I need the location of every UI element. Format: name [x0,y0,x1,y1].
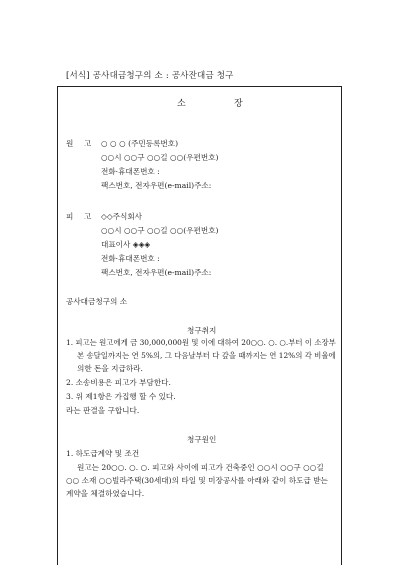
defendant-fax-email: 팩스번호, 전자우편(e-mail)주소: [101,268,212,277]
claim-cause-heading: 청구원인 [187,435,217,444]
claim-item3: 3. 위 제1항은 가집행 할 수 있다. [66,392,176,401]
plaintiff-address: ○○시 ○○구 ○○길 ○○(우편번호) [101,153,219,162]
plaintiff-phone: 전화·휴대폰번호 : [101,167,160,176]
plaintiff-name: ○ ○ ○ (주민등록번호) [101,139,179,148]
plaintiff-label-b: 고 [84,139,92,148]
defendant-phone: 전화·휴대폰번호 : [101,254,160,263]
plaintiff-label-a: 원 [66,139,74,148]
claim-cause-para-line1: 원고는 20○○. ○. ○. 피고와 사이에 피고가 건축중인 ○○시 ○○구 ○○길 [77,463,324,472]
defendant-label-a: 피 [66,212,74,221]
claim-cause-section1: 1. 하도급계약 및 조건 [66,449,140,458]
claim-item1-line3: 의한 돈을 지급하라. [77,364,143,373]
claim-cause-para-line3: 계약을 체결하였습니다. [66,489,145,498]
defendant-label-b: 고 [84,212,92,221]
form-header: [서식] 공사대금청구의 소 : 공사잔대금 청구 [66,71,234,81]
document-title-left: 소 [177,99,186,109]
claim-item2: 2. 소송비용은 피고가 부담한다. [66,378,171,387]
defendant-address: ○○시 ○○구 ○○길 ○○(우편번호) [101,226,219,235]
claim-item1-line1: 1. 피고는 원고에게 금 30,000,000원 및 이에 대하여 20○○. ○. ○.부터 이 소장부 [66,338,336,347]
plaintiff-fax-email: 팩스번호, 전자우편(e-mail)주소: [101,181,212,190]
claim-item1-line2: 본 송달일까지는 연 5%의, 그 다음날부터 다 갚을 때까지는 연 12%의 각 비율에 [77,351,336,360]
case-name: 공사대금청구의 소 [66,297,128,306]
defendant-name: ◇◇주식회사 [101,212,143,221]
claim-purpose-heading: 청구취지 [187,326,217,335]
defendant-representative: 대표이사 ◈◈◈ [101,240,151,249]
document-title-right: 장 [234,99,243,109]
claim-cause-para-line2: ○○ 소재 ○○빌라주택(30세대)의 타일 및 미장공사를 아래와 같이 하도급 받는 [66,476,328,485]
claim-closing: 라는 판결을 구합니다. [66,406,140,415]
